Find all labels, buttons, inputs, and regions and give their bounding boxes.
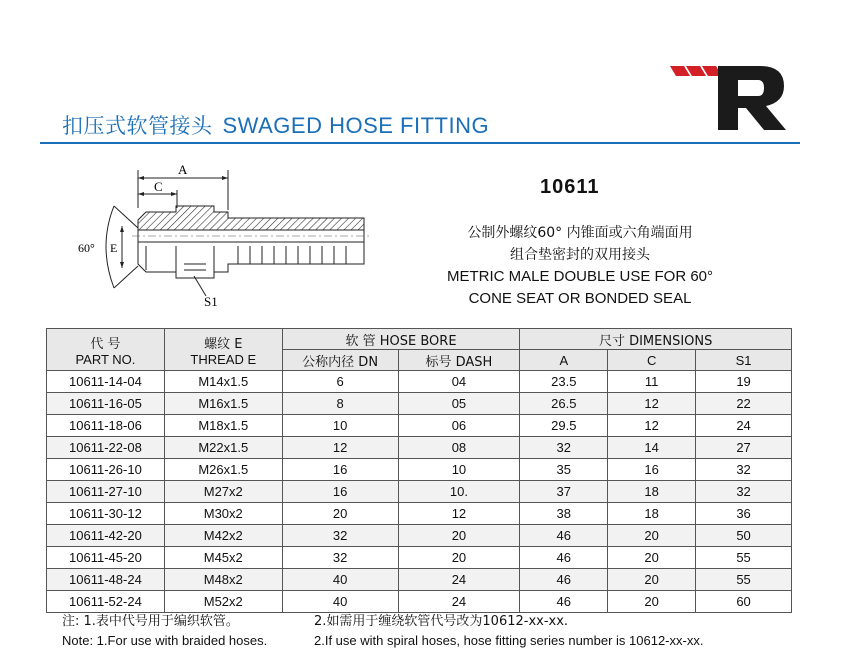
cell-dim-s1: 27: [696, 437, 792, 459]
cell-dim-c: 20: [608, 547, 696, 569]
cell-dim-s1: 32: [696, 481, 792, 503]
header-dash: 标号 DASH: [398, 350, 520, 371]
note-en-2: 2.If use with spiral hoses, hose fitting series number is 10612-xx-xx.: [314, 633, 704, 648]
cell-dn: 8: [282, 393, 398, 415]
cell-thread: M48x2: [164, 569, 282, 591]
cell-part-no: 10611-22-08: [47, 437, 165, 459]
cell-dash: 08: [398, 437, 520, 459]
dim-label-c: C: [154, 179, 163, 194]
desc-en-line2: CONE SEAT OR BONDED SEAL: [468, 290, 692, 307]
cell-dn: 10: [282, 415, 398, 437]
table-row: [47, 525, 792, 547]
cell-dn: 12: [282, 437, 398, 459]
cell-dim-s1: 55: [696, 547, 792, 569]
header-s1: S1: [696, 350, 792, 371]
cell-part-no: 10611-14-04: [47, 371, 165, 393]
cell-thread: M42x2: [164, 525, 282, 547]
dim-label-a: A: [178, 162, 188, 177]
cell-dim-c: 20: [608, 525, 696, 547]
cell-part-no: 10611-52-24: [47, 591, 165, 613]
cell-dash: 12: [398, 503, 520, 525]
cell-thread: M16x1.5: [164, 393, 282, 415]
dim-label-angle: 60°: [78, 241, 95, 255]
dim-label-e: E: [110, 241, 118, 255]
cell-dim-c: 11: [608, 371, 696, 393]
table-row: [47, 415, 792, 437]
brand-logo: [668, 60, 788, 132]
table-row: [47, 591, 792, 613]
cell-dim-c: 16: [608, 459, 696, 481]
title-divider: [40, 142, 800, 144]
cell-thread: M27x2: [164, 481, 282, 503]
cell-part-no: 10611-27-10: [47, 481, 165, 503]
table-row: [47, 459, 792, 481]
notes: [62, 612, 703, 650]
header-dimensions: 尺寸 DIMENSIONS: [520, 329, 792, 350]
header-c: C: [608, 350, 696, 371]
header-hose-bore: 软 管 HOSE BORE: [282, 329, 520, 350]
header-a: A: [520, 350, 608, 371]
cell-dash: 06: [398, 415, 520, 437]
dim-label-s1: S1: [204, 294, 218, 309]
header-dn: 公称内径 DN: [282, 350, 398, 371]
cell-dim-s1: 22: [696, 393, 792, 415]
cell-thread: M26x1.5: [164, 459, 282, 481]
cell-thread: M18x1.5: [164, 415, 282, 437]
cell-dim-s1: 50: [696, 525, 792, 547]
cell-thread: M52x2: [164, 591, 282, 613]
cell-dn: 40: [282, 591, 398, 613]
title-en: SWAGED HOSE FITTING: [222, 113, 490, 138]
cell-dim-a: 26.5: [520, 393, 608, 415]
cell-dim-a: 37: [520, 481, 608, 503]
table-row: [47, 437, 792, 459]
cell-dim-a: 46: [520, 569, 608, 591]
cell-dash: 05: [398, 393, 520, 415]
table-row: [47, 371, 792, 393]
cell-dim-a: 46: [520, 525, 608, 547]
cell-dim-a: 38: [520, 503, 608, 525]
note-cn-1: 注: 1.表中代号用于编织软管。: [62, 614, 239, 629]
model-number: 10611: [540, 176, 600, 198]
cell-dn: 32: [282, 525, 398, 547]
cell-dim-s1: 36: [696, 503, 792, 525]
cell-dash: 20: [398, 547, 520, 569]
table-row: [47, 481, 792, 503]
title-cn: 扣压式软管接头: [62, 114, 213, 138]
cell-dn: 32: [282, 547, 398, 569]
cell-dim-a: 35: [520, 459, 608, 481]
cell-dn: 6: [282, 371, 398, 393]
table-row: [47, 393, 792, 415]
desc-cn-line1: 公制外螺纹60° 内锥面或六角端面用: [467, 225, 693, 241]
cell-thread: M14x1.5: [164, 371, 282, 393]
cell-dash: 10: [398, 459, 520, 481]
cell-dash: 20: [398, 525, 520, 547]
cell-dim-s1: 32: [696, 459, 792, 481]
cell-dim-c: 14: [608, 437, 696, 459]
cell-part-no: 10611-48-24: [47, 569, 165, 591]
cell-dim-s1: 19: [696, 371, 792, 393]
cell-dn: 40: [282, 569, 398, 591]
cell-dim-a: 32: [520, 437, 608, 459]
cell-dim-a: 29.5: [520, 415, 608, 437]
cell-dim-a: 23.5: [520, 371, 608, 393]
cell-dim-s1: 24: [696, 415, 792, 437]
cell-dim-c: 20: [608, 569, 696, 591]
cell-thread: M45x2: [164, 547, 282, 569]
table-row: [47, 503, 792, 525]
page-title: [62, 110, 489, 140]
cell-thread: M22x1.5: [164, 437, 282, 459]
table-row: [47, 547, 792, 569]
header-part-no: 代 号 PART NO.: [47, 329, 165, 371]
header-thread: 螺纹 E THREAD E: [164, 329, 282, 371]
cell-dn: 16: [282, 481, 398, 503]
cell-dash: 10.: [398, 481, 520, 503]
cell-dim-a: 46: [520, 591, 608, 613]
cell-part-no: 10611-18-06: [47, 415, 165, 437]
desc-cn-line2: 组合垫密封的双用接头: [510, 247, 650, 263]
cell-dash: 24: [398, 569, 520, 591]
cell-dim-s1: 60: [696, 591, 792, 613]
fitting-drawing: [74, 160, 374, 320]
cell-thread: M30x2: [164, 503, 282, 525]
cell-dim-c: 12: [608, 393, 696, 415]
product-description: [400, 222, 760, 310]
cell-part-no: 10611-16-05: [47, 393, 165, 415]
cell-dim-a: 46: [520, 547, 608, 569]
table-row: [47, 569, 792, 591]
spec-table: [46, 328, 792, 613]
note-en-1: Note: 1.For use with braided hoses.: [62, 633, 268, 648]
cell-dash: 04: [398, 371, 520, 393]
cell-part-no: 10611-42-20: [47, 525, 165, 547]
cell-dim-c: 18: [608, 481, 696, 503]
cell-dim-c: 12: [608, 415, 696, 437]
note-cn-2: 2.如需用于缠绕软管代号改为10612-xx-xx.: [314, 614, 569, 629]
cell-part-no: 10611-26-10: [47, 459, 165, 481]
cell-dash: 24: [398, 591, 520, 613]
cell-dn: 16: [282, 459, 398, 481]
cell-dim-c: 18: [608, 503, 696, 525]
cell-part-no: 10611-45-20: [47, 547, 165, 569]
cell-part-no: 10611-30-12: [47, 503, 165, 525]
desc-en-line1: METRIC MALE DOUBLE USE FOR 60°: [446, 268, 714, 285]
cell-dim-c: 20: [608, 591, 696, 613]
cell-dim-s1: 55: [696, 569, 792, 591]
cell-dn: 20: [282, 503, 398, 525]
